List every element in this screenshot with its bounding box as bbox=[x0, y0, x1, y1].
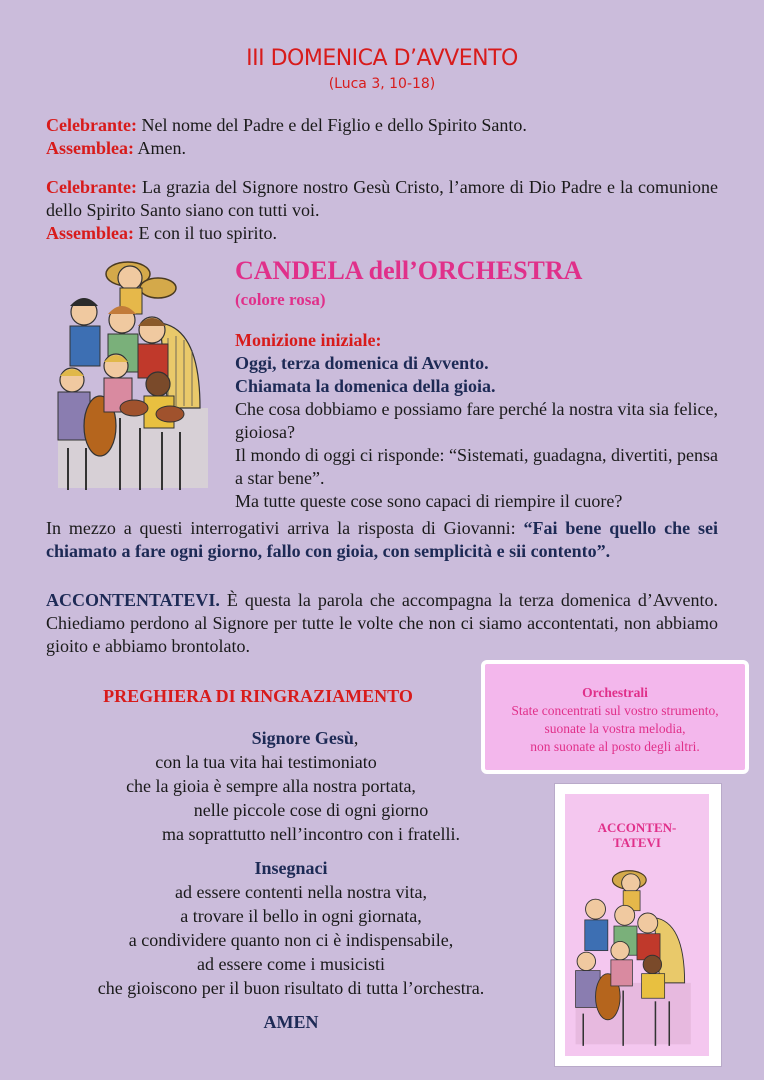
prayer-line: che gioiscono per il buon risultato di tutta l’orchestra. bbox=[97, 978, 485, 998]
poster-card bbox=[565, 794, 709, 1056]
orchestrali-line: non suonate al posto degli altri. bbox=[530, 739, 700, 754]
orchestra-illustration bbox=[50, 248, 226, 498]
orchestrali-line: State concentrati sul vostro strumento, bbox=[511, 703, 719, 718]
speaker-label: Celebrante: bbox=[46, 177, 137, 197]
orchestrali-line: suonate la vostra melodia, bbox=[544, 721, 686, 736]
monizione-bold-2: Chiamata la domenica della gioia. bbox=[235, 376, 496, 396]
prayer-line: ad essere contenti nella nostra vita, bbox=[175, 882, 427, 902]
gospel-reference: (Luca 3, 10-18) bbox=[328, 76, 436, 92]
greeting-text: Amen. bbox=[137, 138, 187, 158]
monizione-paragraph-1: Che cosa dobbiamo e possiamo fare perché la nostra vita sia felice, gioiosa? bbox=[235, 399, 718, 442]
monizione-paragraph-4 bbox=[46, 517, 718, 563]
monizione-paragraph-5 bbox=[46, 589, 718, 658]
candle-color: (colore rosa) bbox=[235, 290, 326, 309]
greeting-2 bbox=[46, 137, 718, 160]
prayer-line: ma soprattutto nell’incontro con i fratelli. bbox=[162, 824, 460, 844]
page-title: III DOMENICA D’AVVENTO bbox=[246, 46, 518, 71]
prayer-line: a condividere quanto non ci è indispensabile, bbox=[128, 930, 454, 950]
greeting-text: La grazia del Signore nostro Gesù Cristo, l’amore di Dio Padre e la comunione dello Spirito Santo siano con tutti voi. bbox=[46, 177, 719, 220]
orchestrali-title: Orchestrali bbox=[582, 685, 648, 700]
giovanni-intro: In mezzo a questi interrogativi arriva la risposta di Giovanni: bbox=[46, 518, 524, 538]
poster-title bbox=[565, 820, 709, 850]
accontentatevi-text: È questa la parola che accompagna la terza domenica d’Avvento. Chiediamo perdono al Signore per tutte le volte che non ci siamo accontentati, non abbiamo gioito e abbiamo brontolato. bbox=[46, 590, 718, 656]
prayer-line: che la gioia è sempre alla nostra portata, bbox=[126, 776, 416, 796]
poster-orchestra-illustration bbox=[569, 860, 705, 1052]
prayer-lead-2: Insegnaci bbox=[254, 858, 328, 878]
prayer-body: Signore Gesù, con la tua vita hai testimoniato che la gioia è sempre alla nostra portata, nelle piccole cose di ogni giorno ma soprattutto nell’incontro con i fratelli. Insegnaci ad essere contenti nella nostra vita, a trovare il bello in ogni giornata, a condividere quanto non ci è indispensabile, ad essere come i musicisti che gioiscono per il buon risultato di tutta l’orchestra. AMEN bbox=[46, 726, 536, 1034]
candle-title: CANDELA dell’ORCHESTRA bbox=[235, 256, 583, 285]
giovanni-quote: “Fai bene quello che sei chiamato a fare ogni giorno, fallo con gioia, con semplicità e sii contento”. bbox=[46, 518, 718, 561]
prayer-lead-1: Signore Gesù bbox=[251, 728, 354, 748]
monizione-heading: Monizione iniziale: bbox=[235, 330, 382, 350]
speaker-label: Assemblea: bbox=[46, 223, 134, 243]
greeting-text: E con il tuo spirito. bbox=[138, 223, 277, 243]
greeting-4 bbox=[46, 222, 718, 245]
prayer-title: PREGHIERA DI RINGRAZIAMENTO bbox=[103, 686, 413, 706]
poster-title-line-1: ACCONTEN- bbox=[597, 820, 677, 835]
prayer-line: ad essere come i musicisti bbox=[197, 954, 385, 974]
prayer-line: nelle piccole cose di ogni giorno bbox=[193, 800, 429, 820]
accontentatevi-word: ACCONTENTATEVI. bbox=[46, 590, 220, 610]
speaker-label: Celebrante: bbox=[46, 115, 137, 135]
orchestrali-box bbox=[481, 660, 749, 774]
prayer-line: a trovare il bello in ogni giornata, bbox=[180, 906, 422, 926]
accontentatevi-poster bbox=[554, 783, 722, 1067]
greeting-1 bbox=[46, 114, 718, 137]
greeting-text: Nel nome del Padre e del Figlio e dello Spirito Santo. bbox=[141, 115, 527, 135]
monizione-bold-1: Oggi, terza domenica di Avvento. bbox=[235, 353, 489, 373]
monizione-block bbox=[235, 329, 718, 513]
monizione-paragraph-3: Ma tutte queste cose sono capaci di riempire il cuore? bbox=[235, 491, 623, 511]
greeting-3 bbox=[46, 176, 718, 222]
prayer-line: con la tua vita hai testimoniato bbox=[155, 752, 377, 772]
monizione-paragraph-2: Il mondo di oggi ci risponde: “Sistemati, guadagna, divertiti, pensa a star bene”. bbox=[235, 445, 718, 488]
speaker-label: Assemblea: bbox=[46, 138, 134, 158]
poster-title-line-2: TATEVI bbox=[613, 835, 661, 850]
prayer-amen: AMEN bbox=[263, 1012, 319, 1032]
